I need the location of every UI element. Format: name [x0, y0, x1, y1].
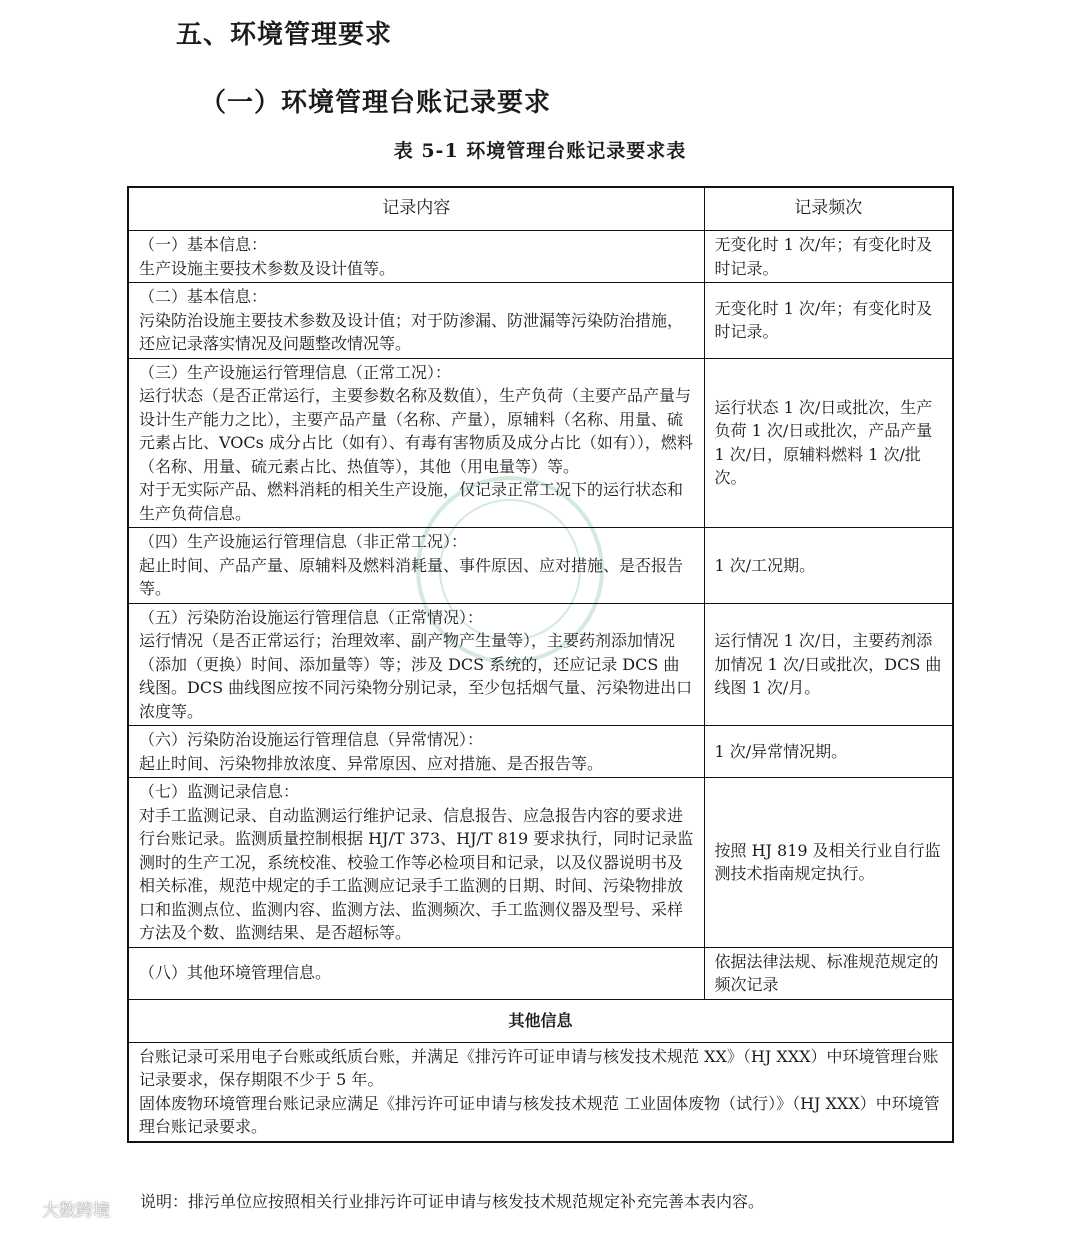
content-cell: [128, 603, 704, 726]
frequency-cell: 依据法律法规、标准规范规定的频次记录: [704, 947, 953, 999]
watermark-text: 大数跨境: [42, 1201, 110, 1221]
row-title: （六）污染防治设施运行管理信息（异常情况）：: [139, 730, 484, 749]
other-info-line: 固体废物环境管理台账记录应满足《排污许可证申请与核发技术规范 工业固体废物（试行）》（HJ XXX）中环境管理台账记录要求。: [139, 1093, 940, 1136]
watermark: [10, 1196, 110, 1221]
table-row: [128, 603, 953, 726]
other-info-heading: 其他信息: [128, 999, 953, 1042]
frequency-cell: 1 次/异常情况期。: [704, 726, 953, 778]
content-cell: [128, 778, 704, 948]
table-row: [128, 283, 953, 359]
chat-bubble-icon: [10, 1198, 36, 1220]
table-row: [128, 528, 953, 604]
frequency-cell: 无变化时 1 次/年；有变化时及时记录。: [704, 231, 953, 283]
row-content: 运行情况（是否正常运行；治理效率、副产物产生量等），主要药剂添加情况（添加（更换）时间、添加量等）等；涉及 DCS 系统的，还应记录 DCS 曲线图。DCS 曲线图应按不同污染物分别记录，至少包括烟气量、污染物进出口浓度等。: [139, 631, 693, 721]
subsection-heading: （一）环境管理台账记录要求: [200, 88, 552, 118]
row-title: （一）基本信息：: [139, 235, 268, 254]
table-row: [128, 358, 953, 528]
row-title: （四）生产设施运行管理信息（非正常工况）：: [139, 532, 468, 551]
content-cell: [128, 358, 704, 528]
row-title: （五）污染防治设施运行管理信息（正常情况）：: [139, 607, 484, 627]
row-title: （二）基本信息：: [139, 287, 268, 306]
row-title: （三）生产设施运行管理信息（正常工况）：: [139, 362, 452, 382]
frequency-cell: 1 次/工况期。: [704, 528, 953, 604]
header-content: 记录内容: [128, 187, 704, 231]
row-title: （八）其他环境管理信息。: [139, 963, 332, 983]
other-info-cell: [128, 1042, 953, 1142]
table-caption: 表 5-1 环境管理台账记录要求表: [393, 140, 687, 162]
table-row: [128, 726, 953, 778]
row-content: 对手工监测记录、自动监测运行维护记录、信息报告、应急报告内容的要求进行台账记录。监测质量控制根据 HJ/T 373、HJ/T 819 要求执行，同时记录监测时的生产工况，系统校准、校验工作等必检项目和记录，以及仪器说明书及相关标准，规范中规定的手工监测应记录手工监测的日期、时间、污染物排放口和监测点位、监测内容、监测方法、监测频次、手工监测仪器及型号、采样方法及个数、监测结果、是否超标等。: [139, 805, 694, 942]
row-content: 运行状态（是否正常运行，主要参数名称及数值），生产负荷（主要产品产量与设计生产能力之比），主要产品产量（名称、产量），原辅料（名称、用量、硫元素占比、VOCs 成分占比（如有）、有毒有害物质及成分占比（如有）），燃料（名称、用量、硫元素占比、热值等），其他（用电量等）等。: [139, 386, 693, 476]
table-row: [128, 947, 953, 999]
table-row: [128, 231, 953, 283]
content-cell: [128, 726, 704, 778]
header-frequency: 记录频次: [704, 187, 953, 231]
row-title: （七）监测记录信息：: [139, 782, 300, 801]
content-cell: [128, 947, 704, 999]
content-cell: [128, 231, 704, 283]
row-content: 起止时间、产品产量、原辅料及燃料消耗量、事件原因、应对措施、是否报告等。: [139, 555, 684, 598]
table-row: [128, 778, 953, 948]
other-info-line: 台账记录可采用电子台账或纸质台账，并满足《排污许可证申请与核发技术规范 XX》（HJ XXX）中环境管理台账记录要求，保存期限不少于 5 年。: [139, 1046, 939, 1089]
table-header-row: [128, 187, 953, 231]
row-content: 起止时间、污染物排放浓度、异常原因、应对措施、是否报告等。: [139, 753, 604, 773]
row-content: 污染防治设施主要技术参数及设计值；对于防渗漏、防泄漏等污染防治措施，还应记录落实情况及问题整改情况等。: [139, 310, 684, 353]
content-cell: [128, 283, 704, 359]
table-note: 说明：排污单位应按照相关行业排污许可证申请与核发技术规范规定补充完善本表内容。: [140, 1192, 765, 1211]
row-extra: 对于无实际产品、燃料消耗的相关生产设施，仅记录正常工况下的运行状态和生产负荷信息。: [139, 480, 684, 523]
frequency-cell: 运行状态 1 次/日或批次，生产负荷 1 次/日或批次，产品产量 1 次/日，原辅料燃料 1 次/批次。: [704, 358, 953, 528]
section-heading: 五、环境管理要求: [176, 20, 393, 50]
other-info-row: [128, 1042, 953, 1142]
other-info-header-row: [128, 999, 953, 1042]
frequency-cell: 无变化时 1 次/年；有变化时及时记录。: [704, 283, 953, 359]
content-cell: [128, 528, 704, 604]
frequency-cell: 按照 HJ 819 及相关行业自行监测技术指南规定执行。: [704, 778, 953, 948]
row-content: 生产设施主要技术参数及设计值等。: [139, 258, 396, 278]
frequency-cell: 运行情况 1 次/日，主要药剂添加情况 1 次/日或批次，DCS 曲线图 1 次/月。: [704, 603, 953, 726]
ledger-requirements-table: [127, 186, 954, 1143]
